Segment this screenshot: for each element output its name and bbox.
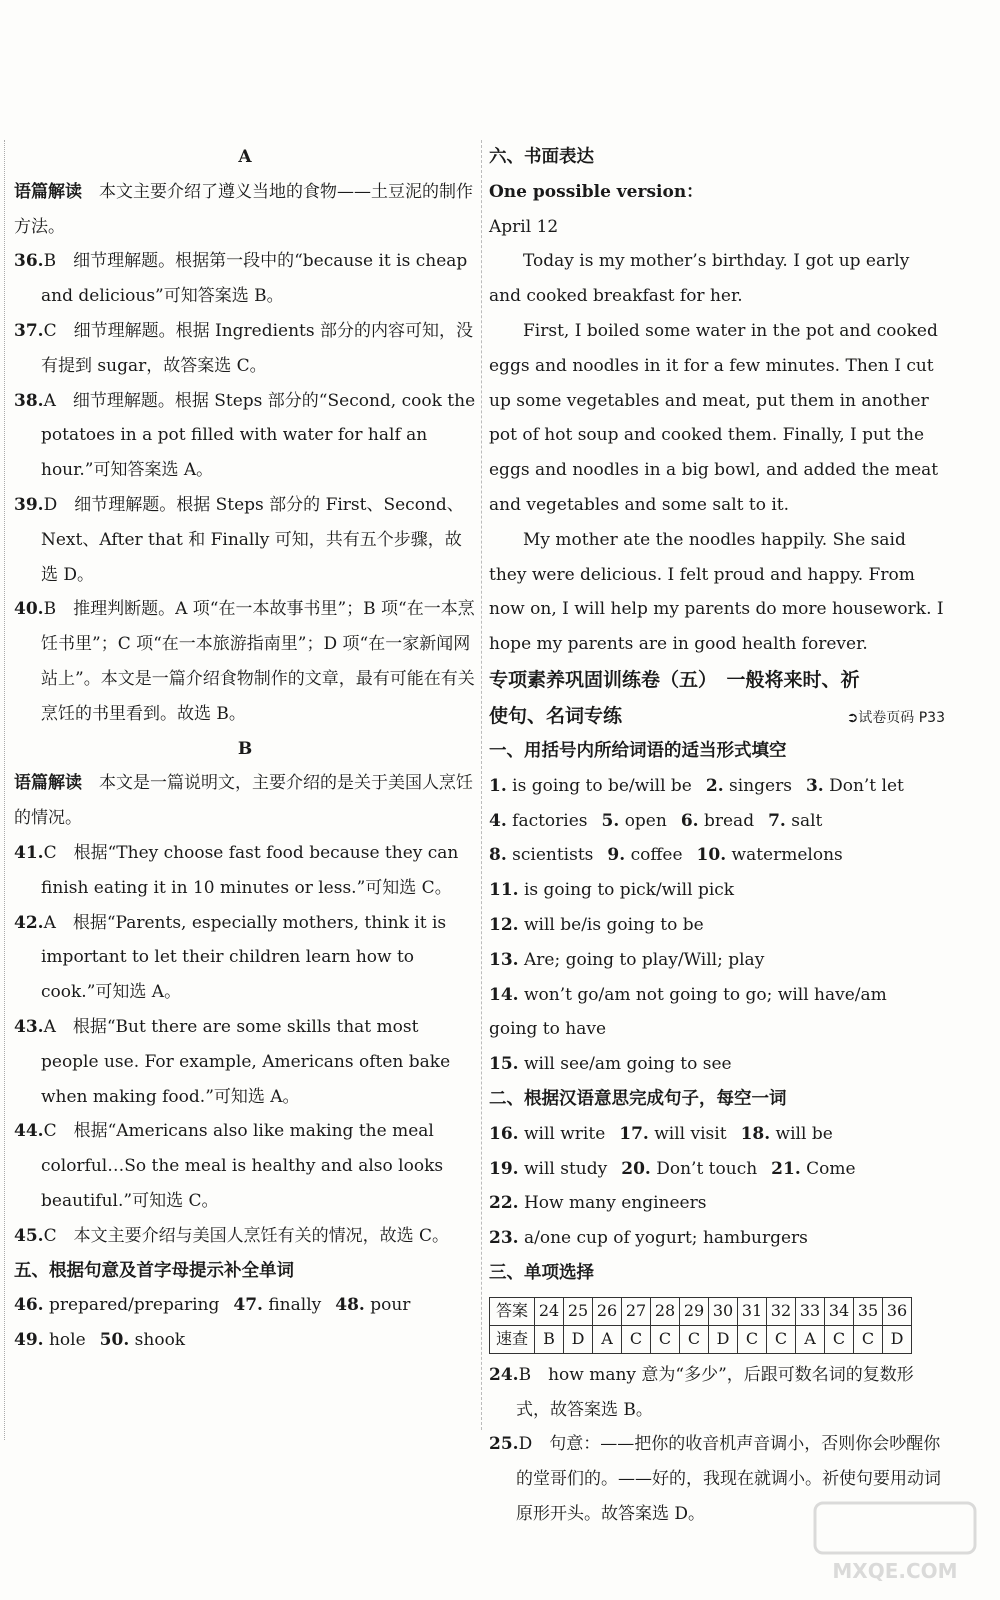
answer-entry — [602, 804, 667, 839]
section-6-title: 六、书面表达 — [489, 147, 594, 167]
table-cell-number: 35 — [854, 1297, 883, 1325]
answer-entry — [489, 1186, 706, 1221]
watermark-text: MXQE.COM — [832, 1559, 958, 1583]
answer-number: 7. — [768, 810, 786, 831]
table-cell-answer: C — [738, 1325, 767, 1353]
answer-text: finally — [268, 1295, 322, 1316]
answer-item — [14, 1114, 476, 1218]
answer-entry — [14, 1288, 219, 1323]
section-a-items — [14, 244, 476, 731]
table-cell-number: 30 — [709, 1297, 738, 1325]
answer-text: Don’t let — [829, 775, 904, 796]
item-text: C 细节理解题。根据 Ingredients 部分的内容可知，没有提到 sugar，故答案选 C。 — [41, 320, 474, 376]
answer-entry — [489, 908, 704, 943]
essay-paragraph: First, I boiled some water in the pot and cooked eggs and noodles in it for a few minutes. Then I cut up some vegetables and meat, put them in another pot of hot soup and cooked them. Finally, I put the eggs and noodles in a big bowl, and added the meat and vegetables and some salt to it. — [489, 320, 939, 515]
answer-text: will see/am going to see — [523, 1054, 732, 1075]
answer-number: 15. — [489, 1054, 519, 1075]
answer-text: a/one cup of yogurt; hamburgers — [523, 1228, 808, 1249]
table-cell-answer: A — [593, 1325, 622, 1353]
answer-item — [14, 488, 476, 592]
table-cell-number: 25 — [564, 1297, 593, 1325]
page-edge — [4, 140, 5, 1440]
answer-entry — [741, 1117, 833, 1152]
table-cell-answer: C — [767, 1325, 796, 1353]
answer-entry — [489, 1221, 808, 1256]
item-number: 40. — [14, 599, 44, 620]
answer-number: 10. — [696, 845, 727, 866]
item-text: C 根据“Americans also like making the meal colorful…So the meal is healthy and also looks beautiful.”可知选 C。 — [41, 1121, 444, 1211]
part3-title: 三、单项选择 — [489, 1262, 594, 1283]
answer-item — [14, 1219, 476, 1254]
answer-text: open — [624, 810, 667, 831]
version-label: One possible version： — [489, 181, 704, 202]
answer-item — [14, 836, 476, 906]
answer-number: 48. — [335, 1295, 365, 1316]
item-text: A 细节理解题。根据 Steps 部分的“Second, cook the potatoes in a pot filled with water for half an hour.”可知答案选 A。 — [41, 390, 476, 481]
answer-text: bread — [703, 810, 755, 831]
table-row — [490, 1325, 912, 1353]
answer-text: scientists — [512, 845, 594, 866]
answer-entry — [335, 1288, 410, 1323]
answer-text: won’t go/am not going to go; will have/am going to have — [489, 984, 887, 1040]
table-cell-answer: D — [709, 1325, 738, 1353]
answer-text: is going to pick/will pick — [523, 880, 735, 901]
answer-entry — [489, 978, 931, 1048]
intro-text: 本文是一篇说明文，主要介绍的是关于美国人烹饪的情况。 — [14, 773, 473, 829]
answer-number: 5. — [601, 810, 620, 831]
answer-text: pour — [370, 1295, 411, 1316]
table-cell-answer: C — [622, 1325, 651, 1353]
section-5-title: 五、根据句意及首字母提示补全单词 — [14, 1260, 294, 1281]
answer-text: hole — [48, 1330, 86, 1351]
answer-text: How many engineers — [523, 1193, 707, 1214]
answer-number: 2. — [705, 775, 724, 796]
special-title-2 — [489, 698, 945, 734]
item-text: D 句意：——把你的收音机声音调小，否则你会吵醒你的堂哥们的。——好的，我现在就调小。祈使句要用动词原形开头。故答案选 D。 — [516, 1434, 941, 1524]
answer-entry — [489, 804, 588, 839]
item-text: D 细节理解题。根据 Steps 部分的 First、Second、Next、After that 和 Finally 可知，共有五个步骤，故选 D。 — [41, 494, 464, 585]
answer-number: 13. — [489, 949, 519, 970]
answer-text: singers — [729, 775, 792, 796]
table-cell-answer: C — [854, 1325, 883, 1353]
table-cell-answer: D — [564, 1325, 593, 1353]
answer-text: is going to be/will be — [512, 775, 692, 796]
answer-entry — [489, 943, 764, 978]
part1-answers — [489, 769, 945, 1082]
answer-number: 14. — [489, 984, 519, 1005]
answer-entry — [607, 838, 682, 873]
item-number: 42. — [14, 912, 44, 933]
answer-number: 12. — [489, 914, 519, 935]
part2-answers — [489, 1117, 945, 1256]
answer-number: 17. — [619, 1123, 649, 1144]
table-cell-number: 36 — [883, 1297, 912, 1325]
table-row-label: 答案 — [490, 1297, 535, 1325]
answer-entry — [489, 1152, 607, 1187]
answer-number: 4. — [489, 810, 507, 831]
section-b-items — [14, 836, 476, 1254]
answer-number: 9. — [607, 845, 626, 866]
answer-entry — [771, 1152, 855, 1187]
answer-entry — [489, 873, 734, 908]
part2-title: 二、根据汉语意思完成句子，每空一词 — [489, 1088, 787, 1109]
answer-number: 18. — [740, 1123, 771, 1144]
answer-entry — [489, 838, 593, 873]
essay-paragraph: My mother ate the noodles happily. She said they were delicious. I felt proud and happy. From now on, I will help my parents do more housework. I hope my parents are in good health forever. — [489, 529, 944, 655]
answer-text: will be — [775, 1123, 833, 1144]
section-a-intro — [14, 175, 476, 245]
section-5-answers — [14, 1288, 476, 1358]
item-text: B 细节理解题。根据第一段中的“because it is cheap and delicious”可知答案选 B。 — [41, 251, 468, 307]
answer-entry — [100, 1323, 185, 1358]
section-b-header: B — [237, 738, 253, 759]
left-column — [14, 140, 476, 1358]
intro-label: 语篇解读 — [14, 181, 82, 202]
table-cell-answer: C — [680, 1325, 709, 1353]
item-text: B 推理判断题。A 项“在一本故事书里”；B 项“在一本烹饪书里”；C 项“在一本旅游指南里”；D 项“在一家新闻网站上”。本文是一篇介绍食物制作的文章，最有可能在有关烹饪的书里看到。故选 B。 — [41, 599, 475, 724]
answer-item — [14, 906, 476, 1010]
right-column — [489, 140, 945, 1532]
answer-text: will be/is going to be — [523, 914, 704, 935]
answer-number: 46. — [14, 1295, 44, 1316]
item-text: A 根据“But there are some skills that most people use. For example, Americans often bake when making food.”可知选 A。 — [41, 1016, 451, 1107]
answer-number: 49. — [14, 1330, 44, 1351]
essay-date: April 12 — [489, 216, 559, 237]
answer-text: factories — [512, 810, 588, 831]
page-reference: ➲试卷页码 P33 — [846, 709, 945, 726]
answer-number: 47. — [233, 1295, 263, 1316]
item-number: 45. — [14, 1225, 44, 1246]
item-number: 38. — [14, 390, 44, 411]
section-a-header: A — [238, 147, 252, 167]
table-cell-answer: D — [883, 1325, 912, 1353]
special-title-line1: 专项素养巩固训练卷（五） 一般将来时、祈 — [489, 668, 860, 691]
answer-item — [14, 592, 476, 731]
table-row-label: 速查 — [490, 1325, 535, 1353]
answer-entry — [768, 804, 822, 839]
item-number: 37. — [14, 320, 44, 341]
table-cell-answer: A — [796, 1325, 825, 1353]
intro-label: 语篇解读 — [14, 773, 82, 794]
answer-text: watermelons — [731, 845, 843, 866]
answer-entry — [619, 1117, 726, 1152]
section-b-intro — [14, 766, 476, 836]
answer-text: Come — [806, 1158, 856, 1179]
answer-number: 1. — [489, 775, 507, 796]
essay-paragraph: Today is my mother’s birthday. I got up early and cooked breakfast for her. — [489, 251, 910, 307]
answer-text: will visit — [654, 1123, 727, 1144]
item-number: 39. — [14, 494, 44, 515]
item-number: 36. — [14, 251, 44, 272]
answer-number: 21. — [771, 1158, 801, 1179]
answer-number: 3. — [805, 775, 824, 796]
answer-entry — [621, 1152, 757, 1187]
special-title — [489, 662, 945, 698]
answer-text: coffee — [630, 845, 683, 866]
answer-number: 22. — [489, 1193, 519, 1214]
table-cell-number: 33 — [796, 1297, 825, 1325]
answer-text: will write — [523, 1123, 606, 1144]
table-cell-answer: B — [535, 1325, 564, 1353]
answer-number: 11. — [489, 880, 519, 901]
table-cell-number: 32 — [767, 1297, 796, 1325]
item-number: 41. — [14, 842, 44, 863]
item-text: C 本文主要介绍与美国人烹饪有关的情况，故选 C。 — [43, 1225, 449, 1246]
answer-entry — [233, 1288, 321, 1323]
intro-text: 本文主要介绍了遵义当地的食物——土豆泥的制作方法。 — [14, 181, 473, 237]
item-text: A 根据“Parents, especially mothers, think it is important to let their children learn how to cook.”可知选 A。 — [41, 912, 447, 1003]
answer-number: 50. — [99, 1330, 130, 1351]
table-cell-number: 24 — [535, 1297, 564, 1325]
essay-body — [489, 244, 945, 662]
table-cell-answer: C — [825, 1325, 854, 1353]
table-cell-number: 29 — [680, 1297, 709, 1325]
item-number: 25. — [489, 1434, 519, 1455]
table-row — [490, 1297, 912, 1325]
item-text: B how many 意为“多少”，后跟可数名词的复数形式，故答案选 B。 — [516, 1364, 914, 1420]
table-cell-answer: C — [651, 1325, 680, 1353]
answer-text: prepared/preparing — [48, 1295, 220, 1316]
answer-entry — [697, 838, 843, 873]
answer-text: Are; going to play/Will; play — [523, 949, 765, 970]
table-cell-number: 27 — [622, 1297, 651, 1325]
answer-entry — [706, 769, 792, 804]
answer-item — [14, 244, 476, 314]
answer-number: 6. — [680, 810, 699, 831]
answer-item — [14, 1010, 476, 1114]
watermark-logo — [810, 1498, 980, 1588]
item-number: 43. — [14, 1016, 44, 1037]
answer-quick-table — [489, 1297, 912, 1354]
answer-entry — [489, 1047, 732, 1082]
item-number: 44. — [14, 1121, 44, 1142]
answer-number: 8. — [489, 845, 507, 866]
answer-entry — [681, 804, 754, 839]
table-cell-number: 31 — [738, 1297, 767, 1325]
item-number: 24. — [489, 1364, 519, 1385]
answer-text: Don’t touch — [656, 1158, 758, 1179]
answer-entry — [14, 1323, 86, 1358]
answer-entry — [806, 769, 904, 804]
answer-item — [14, 314, 476, 384]
answer-text: shook — [134, 1330, 186, 1351]
answer-entry — [489, 1117, 605, 1152]
item-text: C 根据“They choose fast food because they can finish eating it in 10 minutes or less.”可知选 C。 — [41, 842, 459, 898]
table-cell-number: 26 — [593, 1297, 622, 1325]
answer-number: 20. — [621, 1158, 651, 1179]
answer-number: 19. — [489, 1158, 519, 1179]
answer-number: 23. — [489, 1228, 519, 1249]
answer-text: salt — [791, 810, 823, 831]
column-divider — [481, 140, 482, 1430]
part1-title: 一、用括号内所给词语的适当形式填空 — [489, 740, 787, 761]
table-cell-number: 28 — [651, 1297, 680, 1325]
answer-item — [14, 384, 476, 488]
table-cell-number: 34 — [825, 1297, 854, 1325]
answer-text: will study — [523, 1158, 608, 1179]
special-title-line2: 使句、名词专练 — [489, 704, 623, 727]
answer-item — [489, 1358, 945, 1428]
answer-entry — [489, 769, 692, 804]
answer-number: 16. — [489, 1123, 519, 1144]
